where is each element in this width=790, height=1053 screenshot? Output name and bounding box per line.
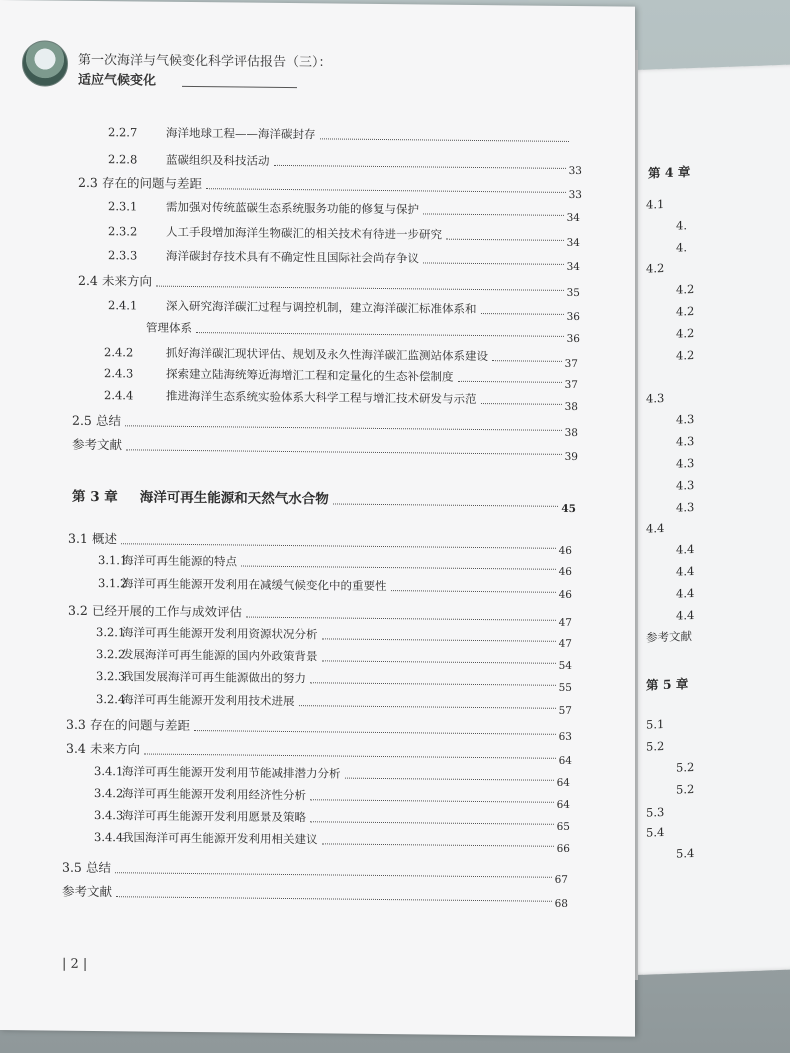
toc-entry bbox=[96, 624, 572, 650]
toc-entry-title: 推进海洋生态系统实验体系大科学工程与增汇技术研发与示范 bbox=[166, 388, 477, 406]
toc-leader-dots bbox=[274, 164, 566, 169]
toc-leader-dots bbox=[115, 871, 552, 878]
toc-leader-dots bbox=[391, 589, 556, 593]
toc-leader-dots bbox=[116, 895, 552, 902]
toc-entry-number: 3.4 bbox=[66, 740, 86, 756]
toc-entry bbox=[72, 411, 578, 440]
toc-entry bbox=[108, 151, 582, 178]
toc-entry bbox=[104, 344, 578, 371]
toc-entry-page: 64 bbox=[556, 798, 570, 811]
toc-entry bbox=[62, 858, 568, 886]
toc-leader-dots bbox=[322, 659, 556, 663]
toc-entry-number: 2.3 bbox=[78, 174, 98, 191]
toc-entry-title: 探索建立陆海统筹近海增汇工程和定量化的生态补偿制度 bbox=[166, 366, 454, 384]
toc-entry-number: 3.1.2 bbox=[98, 576, 128, 591]
toc-entry-number: 2.2.7 bbox=[108, 125, 138, 140]
toc-entry bbox=[66, 739, 572, 767]
right-page-fragment: 5.4 bbox=[646, 825, 665, 840]
toc-leader-dots bbox=[345, 777, 554, 781]
toc-entry-title: 已经开展的工作与成效评估 bbox=[92, 602, 243, 620]
toc-entry-number: 3.1.1 bbox=[98, 553, 128, 568]
toc-entry-page: 45 bbox=[561, 502, 576, 516]
toc-leader-dots bbox=[310, 820, 554, 825]
toc-entry-title: 抓好海洋碳汇现状评估、规划及永久性海洋碳汇监测站体系建设 bbox=[166, 345, 488, 364]
toc-entry-page: 33 bbox=[568, 164, 582, 178]
right-page-fragment: 5.4 bbox=[676, 845, 695, 861]
toc-entry-number: 3.4.2 bbox=[94, 785, 124, 801]
toc-entry bbox=[94, 829, 570, 855]
toc-entry-page: 34 bbox=[566, 236, 580, 250]
toc-entry-number: 2.2.8 bbox=[108, 152, 138, 167]
toc-leader-dots bbox=[320, 137, 570, 142]
toc-entry bbox=[108, 198, 580, 225]
toc-entry bbox=[146, 320, 580, 346]
toc-entry-page: 54 bbox=[558, 659, 572, 672]
right-page-fragment: 4.4 bbox=[676, 541, 695, 557]
page-number-value: 2 bbox=[70, 956, 79, 972]
toc-leader-dots bbox=[423, 212, 564, 215]
toc-entry-number: 3.2.3 bbox=[96, 669, 126, 684]
toc-leader-dots bbox=[194, 729, 556, 735]
toc-leader-dots bbox=[126, 448, 562, 455]
right-page-fragment: 4.2 bbox=[676, 347, 695, 363]
right-page-fragment: 4.4 bbox=[676, 585, 695, 601]
right-page bbox=[636, 64, 790, 975]
page-number: | 2 | bbox=[62, 956, 88, 972]
toc-entry-title: 海洋可再生能源的特点 bbox=[122, 553, 237, 569]
toc-entry-number: 2.4.3 bbox=[104, 366, 134, 381]
toc-entry-number: 2.4.2 bbox=[104, 345, 134, 360]
toc-leader-dots bbox=[241, 565, 556, 570]
toc-entry bbox=[98, 552, 572, 578]
right-page-fragment: 4.3 bbox=[676, 455, 695, 471]
toc-entry-page: 37 bbox=[564, 378, 578, 392]
toc-entry bbox=[96, 691, 572, 717]
toc-entry-number: 3.4.3 bbox=[94, 807, 124, 823]
right-page-fragment: 4.2 bbox=[676, 281, 695, 297]
right-page-fragment: 5.2 bbox=[676, 781, 695, 797]
toc-entry bbox=[108, 223, 580, 250]
toc-entry-title: 海洋可再生能源开发利用愿景及策略 bbox=[122, 808, 306, 825]
toc-leader-dots bbox=[492, 359, 562, 362]
toc-entry-number: 3.2.4 bbox=[96, 692, 126, 707]
right-page-fragment: 4.3 bbox=[676, 477, 695, 493]
toc-entry bbox=[108, 124, 572, 145]
report-logo-icon bbox=[22, 40, 68, 86]
toc-leader-dots bbox=[481, 402, 562, 405]
toc-entry-title: 海洋可再生能源开发利用资源状况分析 bbox=[122, 625, 318, 642]
toc-entry-page: 34 bbox=[566, 260, 580, 274]
toc-entry-title: 参考文献 bbox=[62, 883, 113, 900]
toc-entry-page: 64 bbox=[558, 754, 572, 767]
toc-entry-title: 海洋可再生能源开发利用节能减排潜力分析 bbox=[122, 764, 341, 781]
toc-entry-number: 第 3 章 bbox=[72, 488, 118, 506]
toc-entry-number: 3.2.2 bbox=[96, 647, 126, 662]
toc-entry bbox=[104, 387, 578, 414]
right-page-fragment: 4.3 bbox=[676, 433, 695, 449]
toc-entry-title: 未来方向 bbox=[102, 273, 153, 289]
toc-entry-page: 33 bbox=[568, 188, 582, 202]
toc-entry-page: 39 bbox=[564, 450, 578, 464]
toc-entry-page: 36 bbox=[566, 332, 580, 346]
toc-entry-title: 海洋可再生能源和天然气水合物 bbox=[139, 489, 329, 508]
right-page-fragment: 第 4 章 bbox=[648, 164, 691, 181]
toc-leader-dots bbox=[481, 312, 564, 315]
right-page-fragment: 4.1 bbox=[646, 197, 665, 212]
right-page-fragment: 5.1 bbox=[646, 717, 665, 732]
toc-entry-number: 2.3.1 bbox=[108, 199, 138, 214]
toc-leader-dots bbox=[196, 331, 564, 337]
toc-entry-title: 参考文献 bbox=[72, 436, 123, 453]
toc-entry-number: 2.4.4 bbox=[104, 388, 134, 403]
toc-entry-page: 67 bbox=[554, 873, 568, 886]
toc-leader-dots bbox=[156, 285, 564, 291]
toc-entry bbox=[66, 715, 572, 743]
right-page-fragment: 4.4 bbox=[646, 521, 665, 536]
right-page-fragment: 4.3 bbox=[646, 391, 665, 406]
toc-entry bbox=[94, 763, 570, 789]
toc-entry bbox=[94, 785, 570, 811]
toc-entry-page: 63 bbox=[558, 730, 572, 743]
toc-entry-title: 海洋可再生能源开发利用在减缓气候变化中的重要性 bbox=[122, 576, 387, 594]
header-title-line1: 第一次海洋与气候变化科学评估报告（三）： bbox=[78, 52, 332, 71]
toc-entry-title: 人工手段增加海洋生物碳汇的相关技术有待进一步研究 bbox=[166, 224, 442, 242]
toc-leader-dots bbox=[322, 842, 554, 846]
toc-leader-dots bbox=[206, 187, 566, 193]
toc-entry-page: 37 bbox=[564, 357, 578, 371]
toc-entry-page: 34 bbox=[566, 211, 580, 225]
toc-leader-dots bbox=[310, 681, 556, 686]
toc-entry-number: 3.3 bbox=[66, 716, 86, 732]
toc-entry-number: 2.3.3 bbox=[108, 248, 138, 263]
toc-entry-page: 35 bbox=[566, 286, 580, 300]
toc-leader-dots bbox=[322, 637, 556, 641]
toc-entry-number: 3.4.1 bbox=[94, 763, 124, 779]
toc-entry-page: 38 bbox=[564, 426, 578, 440]
toc-entry-title: 海洋可再生能源开发利用技术进展 bbox=[122, 692, 295, 709]
toc-entry-page: 47 bbox=[558, 616, 572, 629]
toc-entry-page: 68 bbox=[554, 897, 568, 910]
toc-entry-title: 深入研究海洋碳汇过程与调控机制，建立海洋碳汇标准体系和 bbox=[166, 298, 477, 316]
toc-entry bbox=[108, 297, 580, 324]
toc-entry bbox=[94, 807, 570, 833]
running-header bbox=[22, 38, 622, 104]
toc-leader-dots bbox=[121, 542, 556, 549]
header-title-line2: 适应气候变化 bbox=[78, 72, 157, 89]
toc-leader-dots bbox=[423, 261, 564, 264]
toc-leader-dots bbox=[458, 380, 562, 383]
toc-leader-dots bbox=[144, 753, 556, 759]
toc-entry-number: 3.2 bbox=[68, 602, 88, 618]
right-page-fragment: 第 5 章 bbox=[646, 676, 689, 693]
toc-entry-page: 64 bbox=[556, 776, 570, 789]
toc-entry-title: 海洋地球工程——海洋碳封存 bbox=[166, 125, 316, 142]
toc-entry-page: 66 bbox=[556, 842, 570, 855]
toc-leader-dots bbox=[310, 798, 554, 803]
right-page-fragment: 4.2 bbox=[646, 261, 665, 276]
right-page-fragment: 5.2 bbox=[646, 739, 665, 754]
toc-entry-number: 2.4.1 bbox=[108, 298, 138, 313]
toc-entry-number: 3.1 bbox=[68, 530, 88, 546]
toc-entry-title: 需加强对传统蓝碳生态系统服务功能的修复与保护 bbox=[166, 199, 419, 217]
right-page-fragment: 4.4 bbox=[676, 607, 695, 623]
toc-entry-page: 46 bbox=[558, 544, 572, 557]
toc-entry-title: 蓝碳组织及科技活动 bbox=[166, 152, 270, 168]
toc-entry-title: 我国发展海洋可再生能源做出的努力 bbox=[122, 669, 306, 686]
toc-entry-number: 3.4.4 bbox=[94, 829, 124, 845]
right-page-fragment: 4.2 bbox=[676, 325, 695, 341]
toc-entry bbox=[78, 271, 580, 300]
toc-entry-title: 总结 bbox=[96, 413, 122, 429]
toc-entry-page: 46 bbox=[558, 588, 572, 601]
toc-entry bbox=[104, 365, 578, 392]
toc-entry bbox=[98, 575, 572, 601]
right-page-fragment: 参考文献 bbox=[646, 629, 692, 645]
toc-entry-page: 47 bbox=[558, 637, 572, 650]
right-page-fragment: 4.3 bbox=[676, 411, 695, 427]
toc-entry-number: 2.3.2 bbox=[108, 224, 138, 239]
toc-entry bbox=[96, 646, 572, 672]
toc-entry-title: 海洋碳封存技术具有不确定性且国际社会尚存争议 bbox=[166, 248, 419, 266]
toc-leader-dots bbox=[246, 616, 556, 621]
right-page-fragment: 4.2 bbox=[676, 303, 695, 319]
toc-entry-title: 我国海洋可再生能源开发利用相关建议 bbox=[122, 830, 318, 847]
right-page-fragment: 5.3 bbox=[646, 805, 665, 820]
toc-entry-number: 2.5 bbox=[72, 412, 92, 428]
toc-leader-dots bbox=[446, 238, 564, 241]
right-page-fragment: 4.4 bbox=[676, 563, 695, 579]
toc-entry-title: 存在的问题与差距 bbox=[90, 716, 191, 733]
toc-entry bbox=[68, 529, 572, 557]
toc-entry bbox=[62, 882, 568, 910]
toc-entry-title: 发展海洋可再生能源的国内外政策背景 bbox=[122, 647, 318, 664]
right-page-fragment: 4. bbox=[676, 218, 687, 233]
toc-entry bbox=[78, 173, 582, 202]
toc-entry-title: 总结 bbox=[86, 859, 112, 876]
toc-entry-title: 存在的问题与差距 bbox=[102, 175, 203, 192]
toc-entry-page: 65 bbox=[556, 820, 570, 833]
toc-entry-number: 3.2.1 bbox=[96, 625, 126, 640]
toc-entry bbox=[72, 435, 578, 464]
toc-leader-dots bbox=[299, 704, 556, 709]
toc-entry-title: 管理体系 bbox=[146, 320, 192, 336]
toc-entry-number: 3.5 bbox=[62, 859, 82, 875]
toc-entry-page: 36 bbox=[566, 310, 580, 324]
toc-entry-title: 概述 bbox=[92, 530, 118, 547]
toc-entry-page: 57 bbox=[558, 704, 572, 717]
toc-entry-number: 2.4 bbox=[78, 272, 98, 289]
toc-entry bbox=[68, 601, 572, 629]
toc-entry-title: 未来方向 bbox=[90, 740, 141, 757]
header-rule bbox=[182, 86, 297, 88]
toc-entry-page: 55 bbox=[558, 681, 572, 694]
toc-entry bbox=[96, 668, 572, 694]
toc-leader-dots bbox=[125, 424, 562, 431]
toc-leader-dots bbox=[333, 502, 559, 506]
right-page-fragment: 4. bbox=[676, 240, 687, 255]
right-page-fragment: 4.3 bbox=[676, 499, 695, 515]
toc-entry-page: 46 bbox=[558, 565, 572, 578]
toc-entry bbox=[72, 485, 576, 516]
right-page-fragment: 5.2 bbox=[676, 759, 695, 775]
toc-entry-page: 38 bbox=[564, 400, 578, 414]
toc-entry-title: 海洋可再生能源开发利用经济性分析 bbox=[122, 786, 306, 803]
toc-entry bbox=[108, 247, 580, 274]
